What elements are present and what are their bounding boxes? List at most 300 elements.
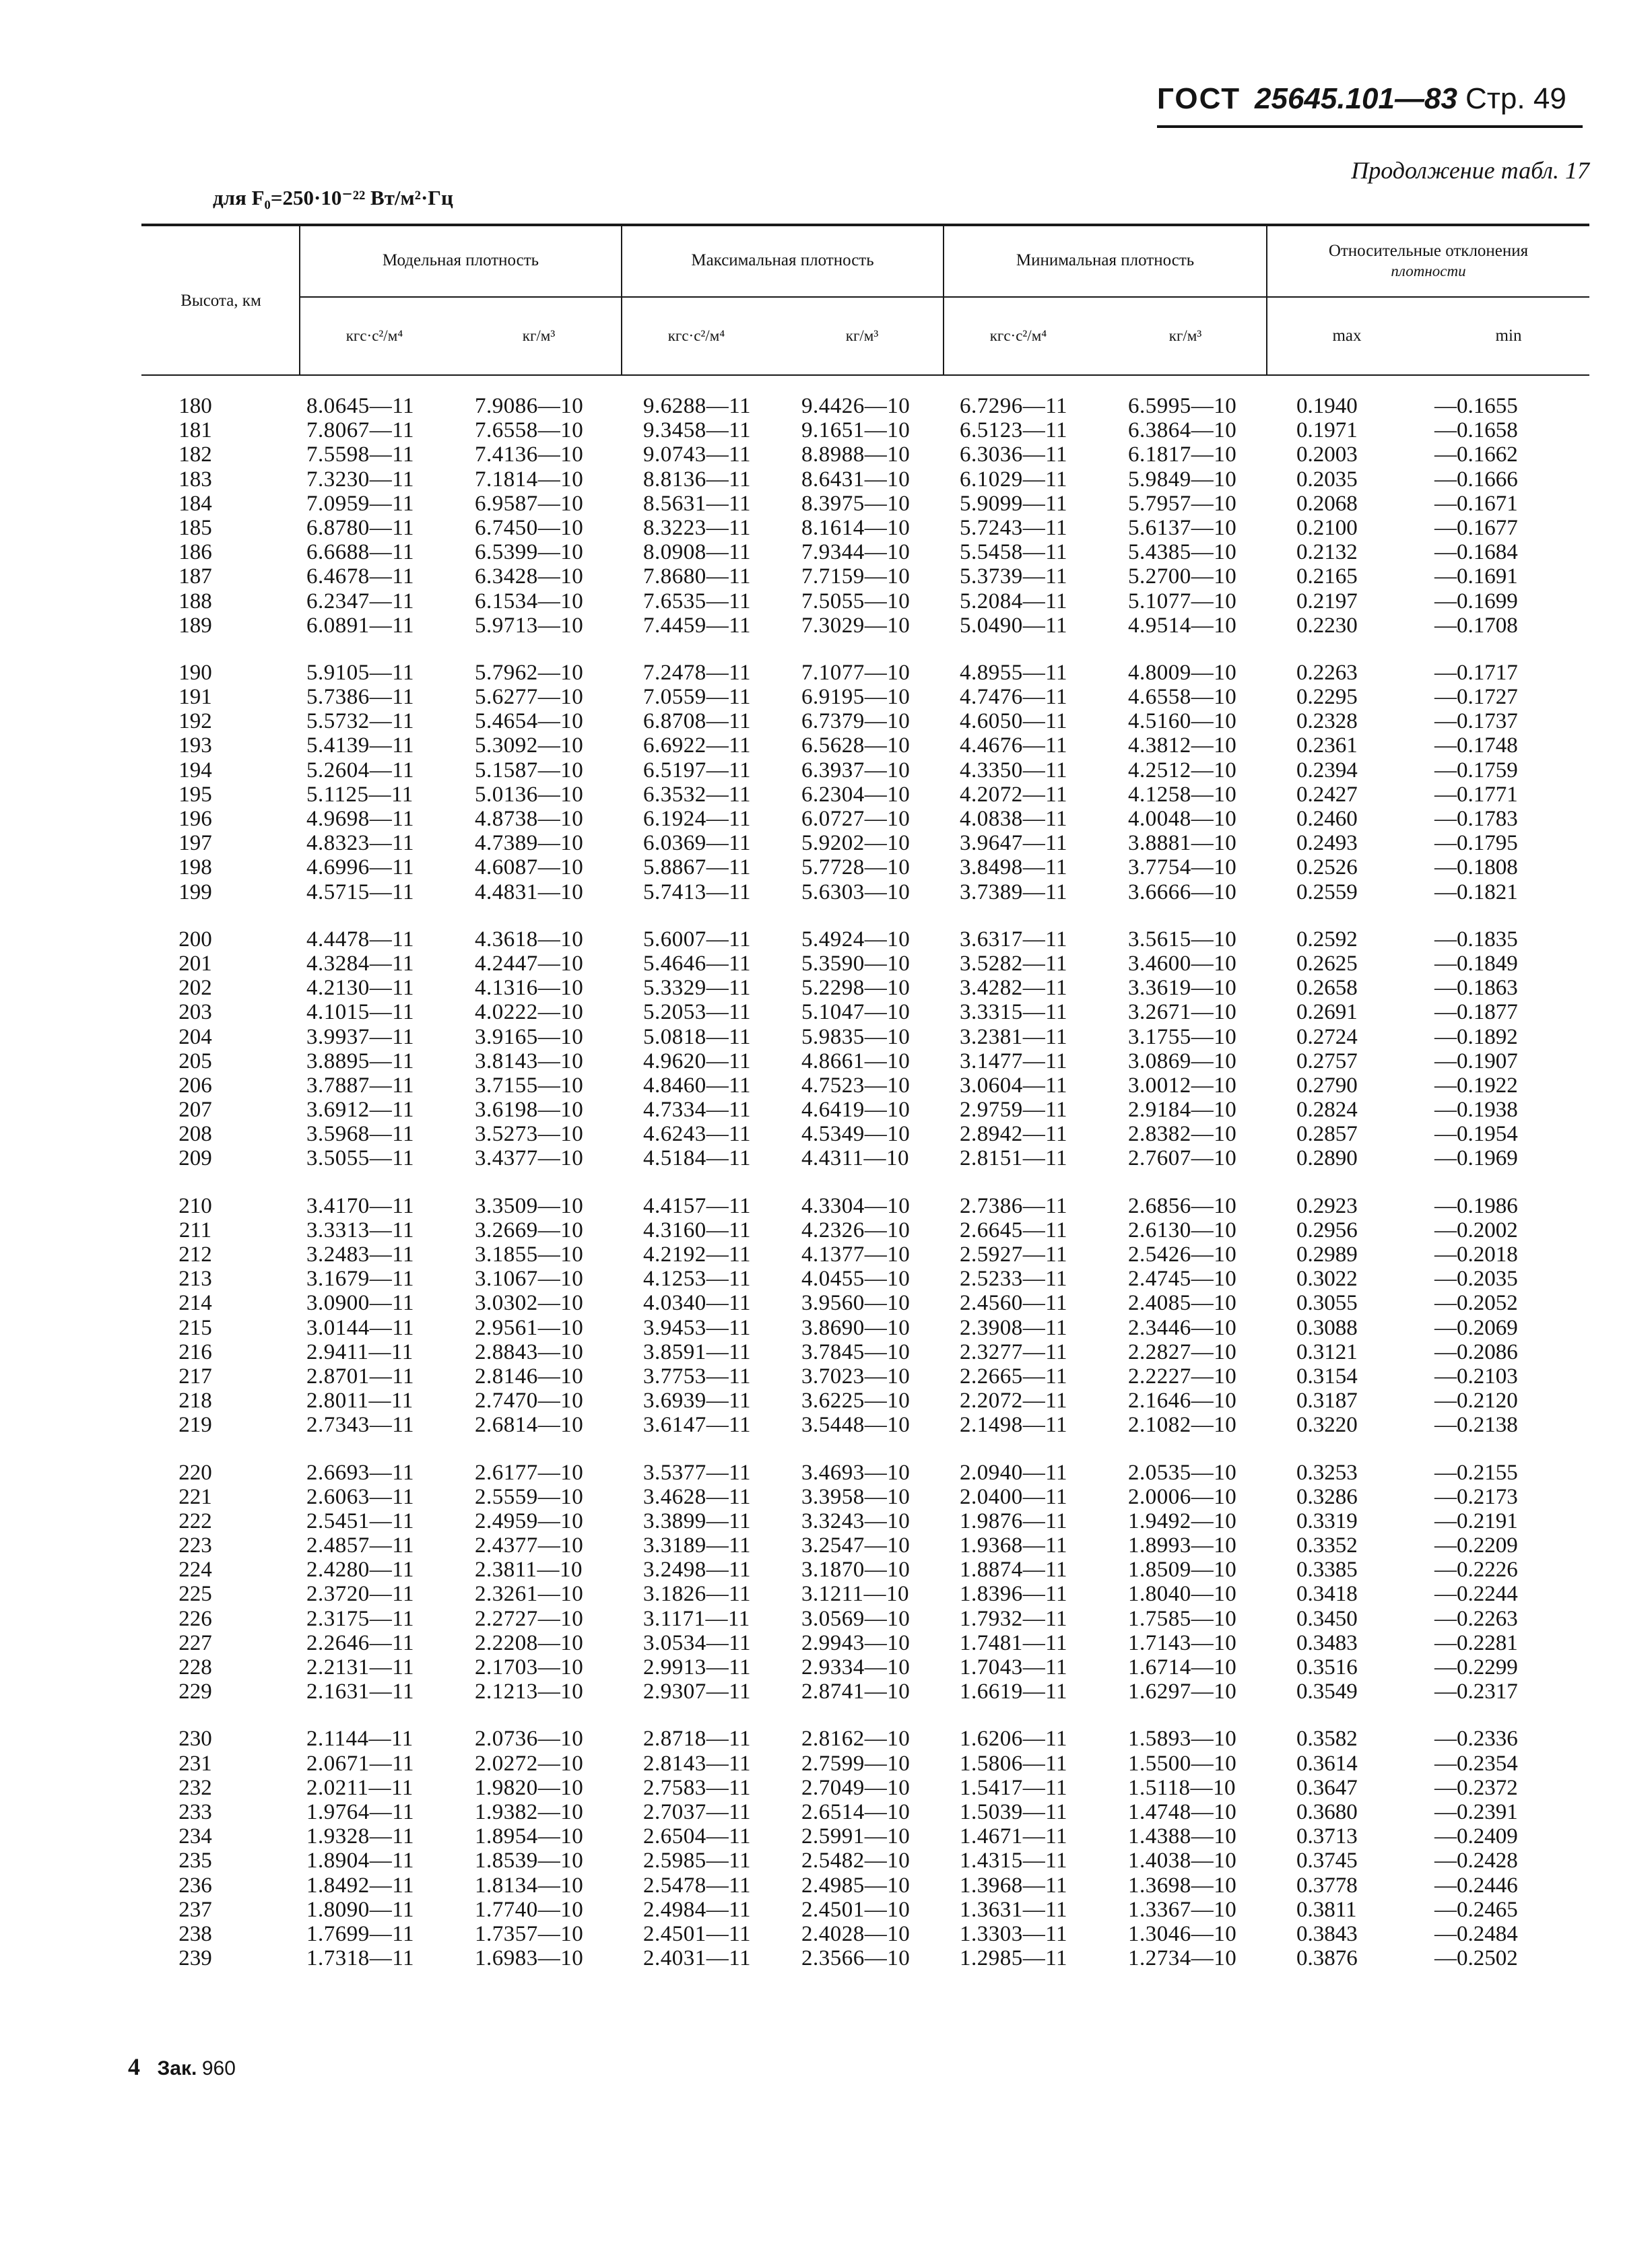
table-cell: 2.1631—11 — [306, 1679, 415, 1704]
group-gap — [1296, 1438, 1397, 1461]
unit-max-kg: кг/м³ — [845, 327, 879, 344]
table-cell: —0.2281 — [1434, 1630, 1518, 1655]
table-cell: 8.8136—11 — [643, 467, 752, 492]
table-cell: 2.8942—11 — [960, 1122, 1068, 1147]
table-cell: 2.6514—10 — [801, 1799, 911, 1824]
order-number: 960 — [201, 2057, 236, 2080]
table-cell: 8.0645—11 — [306, 394, 415, 418]
group-gap — [960, 1171, 1094, 1194]
table-cell: 3.1067—10 — [475, 1267, 584, 1292]
table-cell: 2.9561—10 — [475, 1315, 584, 1340]
table-cell: 8.8988—10 — [801, 442, 911, 467]
table-cell: 223 — [178, 1533, 212, 1558]
table-cell: 2.1498—11 — [960, 1413, 1068, 1438]
table-cell: 1.3367—10 — [1128, 1897, 1237, 1922]
header-bottom-rule — [141, 374, 1589, 376]
table-cell: 0.2035 — [1296, 467, 1358, 492]
table-cell: 7.3230—11 — [306, 467, 415, 492]
table-cell: 186 — [178, 540, 212, 565]
table-cell: 2.7599—10 — [801, 1751, 911, 1776]
table-cell: 4.8738—10 — [475, 807, 584, 831]
table-cell: 4.8323—11 — [306, 831, 415, 856]
table-cell: 3.1211—10 — [801, 1582, 910, 1607]
table-cell: 3.6939—11 — [643, 1389, 752, 1413]
table-cell: 4.4676—11 — [960, 733, 1068, 758]
table-cell: 183 — [178, 467, 212, 492]
table-cell: 200 — [178, 927, 212, 952]
table-cell: 3.9937—11 — [306, 1024, 415, 1049]
table-cell: 229 — [178, 1679, 212, 1704]
table-cell: 5.9835—10 — [801, 1024, 911, 1049]
table-cell: 4.4831—10 — [475, 879, 584, 904]
table-cell: 0.3483 — [1296, 1630, 1358, 1655]
table-cell: 218 — [178, 1389, 212, 1413]
table-cell: 225 — [178, 1582, 212, 1607]
group-gap — [643, 1704, 778, 1727]
group-gap — [475, 1171, 609, 1194]
table-cell: 1.4748—10 — [1128, 1799, 1237, 1824]
group-gap — [306, 904, 441, 927]
table-cell: 4.6558—10 — [1128, 685, 1237, 710]
group-gap — [801, 1171, 936, 1194]
table-cell: 3.2547—10 — [801, 1533, 911, 1558]
table-cell: 6.5995—10 — [1128, 394, 1237, 418]
table-cell: 2.0400—11 — [960, 1484, 1068, 1509]
table-cell: 1.6297—10 — [1128, 1679, 1237, 1704]
table-cell: 6.0727—10 — [801, 807, 911, 831]
table-cell: 1.9764—11 — [306, 1799, 415, 1824]
table-cell: 6.3428—10 — [475, 564, 584, 589]
table-cell: 4.0455—10 — [801, 1267, 911, 1292]
table-cell: 4.5160—10 — [1128, 709, 1237, 734]
table-cell: 0.3286 — [1296, 1484, 1358, 1509]
table-cell: 2.2208—10 — [475, 1630, 584, 1655]
table-cell: 0.2824 — [1296, 1098, 1358, 1123]
column-height — [155, 394, 236, 1970]
table-cell: 4.3284—11 — [306, 951, 415, 976]
subheader-min: min — [1495, 327, 1522, 345]
table-cell: 3.2669—10 — [475, 1218, 584, 1242]
table-cell: 3.7754—10 — [1128, 855, 1237, 880]
table-cell: 0.3352 — [1296, 1533, 1358, 1558]
table-cell: 3.4600—10 — [1128, 951, 1237, 976]
table-cell: 234 — [178, 1824, 212, 1849]
table-top-rule — [141, 224, 1589, 226]
table-cell: 4.1258—10 — [1128, 782, 1237, 807]
table-cell: 3.7389—11 — [960, 879, 1068, 904]
table-cell: 1.8904—11 — [306, 1849, 415, 1873]
table-cell: 0.3876 — [1296, 1946, 1358, 1971]
table-cell: 0.3647 — [1296, 1775, 1358, 1800]
standard-label: ГОСТ — [1157, 82, 1241, 115]
table-cell: 3.0012—10 — [1128, 1073, 1237, 1098]
table-cell: 7.4459—11 — [643, 613, 752, 638]
table-cell: 4.7523—10 — [801, 1073, 911, 1098]
table-cell: 3.6317—11 — [960, 927, 1068, 952]
table-cell: 4.2192—11 — [643, 1242, 752, 1267]
table-cell: —0.1662 — [1434, 442, 1518, 467]
table-cell: 197 — [178, 831, 212, 856]
table-cell: 9.3458—11 — [643, 418, 752, 443]
table-cell: 1.5118—10 — [1128, 1775, 1236, 1800]
table-cell: 0.3745 — [1296, 1849, 1358, 1873]
table-cell: —0.1877 — [1434, 1000, 1518, 1025]
divider-max — [943, 226, 944, 376]
table-cell: 209 — [178, 1146, 212, 1171]
table-cell: 3.5055—11 — [306, 1146, 415, 1171]
table-cell: 6.5197—11 — [643, 758, 752, 783]
table-cell: 0.3088 — [1296, 1315, 1358, 1340]
table-cell: —0.1748 — [1434, 733, 1518, 758]
table-cell: 5.8867—11 — [643, 855, 752, 880]
table-cell: 1.7318—11 — [306, 1946, 415, 1971]
table-cell: —0.1835 — [1434, 927, 1518, 952]
table-cell: 0.3582 — [1296, 1727, 1358, 1752]
table-cell: —0.2086 — [1434, 1339, 1518, 1364]
table-cell: 0.2068 — [1296, 491, 1358, 516]
table-cell: —0.1655 — [1434, 394, 1518, 418]
table-cell: 3.0302—10 — [475, 1291, 584, 1316]
table-cell: 3.4693—10 — [801, 1460, 911, 1485]
table-cell: 0.3022 — [1296, 1267, 1358, 1292]
group-gap — [475, 1704, 609, 1727]
table-cell: 2.1213—10 — [475, 1679, 584, 1704]
table-cell: 195 — [178, 782, 212, 807]
table-cell: 2.6814—10 — [475, 1413, 584, 1438]
table-cell: 0.2263 — [1296, 660, 1358, 685]
table-cell: 2.9759—11 — [960, 1098, 1068, 1123]
group-gap — [155, 1704, 236, 1727]
table-cell: 4.3350—11 — [960, 758, 1068, 783]
table-cell: 1.7481—11 — [960, 1630, 1068, 1655]
table-cell: 2.3261—10 — [475, 1582, 584, 1607]
table-cell: 0.2559 — [1296, 879, 1358, 904]
table-cell: 2.3175—11 — [306, 1606, 415, 1631]
table-cell: 7.6558—10 — [475, 418, 584, 443]
table-cell: 5.9849—10 — [1128, 467, 1237, 492]
table-cell: 0.2857 — [1296, 1122, 1358, 1147]
subheader-max: max — [1332, 327, 1362, 345]
table-cell: 3.5448—10 — [801, 1413, 911, 1438]
table-cell: 2.2227—10 — [1128, 1364, 1237, 1389]
divider-height — [299, 226, 300, 376]
group-gap — [1296, 1704, 1397, 1727]
table-cell: 6.0891—11 — [306, 613, 415, 638]
table-cell: 3.7155—10 — [475, 1073, 584, 1098]
table-cell: 3.3509—10 — [475, 1193, 584, 1218]
table-cell: 4.9514—10 — [1128, 613, 1237, 638]
table-cell: 9.6288—11 — [643, 394, 752, 418]
table-cell: 7.0959—11 — [306, 491, 415, 516]
table-cell: 4.2130—11 — [306, 976, 415, 1001]
group-gap — [306, 1171, 441, 1194]
table-cell: 204 — [178, 1024, 212, 1049]
table-cell: 220 — [178, 1460, 212, 1485]
table-cell: 5.6137—10 — [1128, 515, 1237, 540]
table-cell: 5.2700—10 — [1128, 564, 1237, 589]
table-cell: 4.4157—11 — [643, 1193, 752, 1218]
table-cell: 2.6130—10 — [1128, 1218, 1237, 1242]
table-cell: 4.4311—10 — [801, 1146, 910, 1171]
table-cell: 5.0136—10 — [475, 782, 584, 807]
table-cell: 1.8090—11 — [306, 1897, 415, 1922]
table-cell: 5.2298—10 — [801, 976, 911, 1001]
table-cell: 2.8741—10 — [801, 1679, 911, 1704]
header-max-density: Максимальная плотность — [691, 251, 874, 269]
group-gap — [306, 1704, 441, 1727]
table-cell: 2.3720—11 — [306, 1582, 415, 1607]
table-cell: 2.2072—11 — [960, 1389, 1068, 1413]
table-cell: 2.9913—11 — [643, 1655, 752, 1679]
table-cell: —0.2018 — [1434, 1242, 1518, 1267]
table-cell: 0.1971 — [1296, 418, 1358, 443]
table-cell: 1.4038—10 — [1128, 1849, 1237, 1873]
table-cell: 0.3319 — [1296, 1508, 1358, 1533]
table-cell: 0.2691 — [1296, 1000, 1358, 1025]
table-cell: 210 — [178, 1193, 212, 1218]
table-cell: 3.2381—11 — [960, 1024, 1068, 1049]
table-cell: 3.1870—10 — [801, 1558, 911, 1583]
table-cell: 227 — [178, 1630, 212, 1655]
table-cell: 232 — [178, 1775, 212, 1800]
group-gap — [1434, 904, 1535, 927]
table-cell: 201 — [178, 951, 212, 976]
table-cell: 3.2498—11 — [643, 1558, 752, 1583]
table-cell: 7.0559—11 — [643, 685, 752, 710]
table-cell: 2.0736—10 — [475, 1727, 584, 1752]
table-cell: 2.9411—11 — [306, 1339, 414, 1364]
group-gap — [1434, 1438, 1535, 1461]
table-cell: 3.8143—10 — [475, 1049, 584, 1073]
table-cell: 2.4031—11 — [643, 1946, 752, 1971]
table-cell: 2.5426—10 — [1128, 1242, 1237, 1267]
table-cell: 199 — [178, 879, 212, 904]
table-cell: 3.4377—10 — [475, 1146, 584, 1171]
table-cell: 4.1377—10 — [801, 1242, 911, 1267]
table-cell: 5.3739—11 — [960, 564, 1068, 589]
table-cell: 1.5893—10 — [1128, 1727, 1237, 1752]
table-cell: 6.5123—11 — [960, 418, 1068, 443]
table-cell: 6.5628—10 — [801, 733, 911, 758]
table-cell: 5.1047—10 — [801, 1000, 911, 1025]
header-rel-deviation: Относительные отклонения — [1328, 242, 1529, 260]
table-cell: 5.5732—11 — [306, 709, 415, 734]
table-cell: 2.5482—10 — [801, 1849, 911, 1873]
table-cell: 1.6983—10 — [475, 1946, 584, 1971]
table-cell: 6.2347—11 — [306, 589, 415, 613]
table-cell: 1.7043—11 — [960, 1655, 1068, 1679]
table-cell: —0.2502 — [1434, 1946, 1518, 1971]
table-cell: 3.3315—11 — [960, 1000, 1068, 1025]
table-cell: —0.2103 — [1434, 1364, 1518, 1389]
table-cell: —0.2336 — [1434, 1727, 1518, 1752]
table-cell: 0.2295 — [1296, 685, 1358, 710]
table-cell: —0.1666 — [1434, 467, 1518, 492]
table-cell: 5.7962—10 — [475, 660, 584, 685]
table-cell: 6.6688—11 — [306, 540, 415, 565]
group-gap — [1296, 904, 1397, 927]
table-cell: —0.2002 — [1434, 1218, 1518, 1242]
sheet-number: 4 — [128, 2053, 140, 2080]
table-cell: 203 — [178, 1000, 212, 1025]
table-cell: 0.2989 — [1296, 1242, 1358, 1267]
table-cell: 7.8067—11 — [306, 418, 415, 443]
table-cell: 3.1826—11 — [643, 1582, 752, 1607]
table-cell: 0.3843 — [1296, 1921, 1358, 1946]
table-cell: —0.1737 — [1434, 709, 1518, 734]
table-cell: 9.0743—11 — [643, 442, 752, 467]
table-cell: 3.2483—11 — [306, 1242, 415, 1267]
table-cell: 4.8661—10 — [801, 1049, 911, 1073]
table-cell: 4.8009—10 — [1128, 660, 1237, 685]
table-cell: 6.9587—10 — [475, 491, 584, 516]
table-cell: 2.5559—10 — [475, 1484, 584, 1509]
table-cell: 0.1940 — [1296, 394, 1358, 418]
column-min-kg — [1128, 394, 1263, 1970]
table-cell: 6.7296—11 — [960, 394, 1068, 418]
table-cell: 4.6050—11 — [960, 709, 1068, 734]
table-cell: 3.1855—10 — [475, 1242, 584, 1267]
table-cell: 0.2923 — [1296, 1193, 1358, 1218]
table-cell: 2.8011—11 — [306, 1389, 414, 1413]
table-cell: 3.8895—11 — [306, 1049, 415, 1073]
table-cell: 228 — [178, 1655, 212, 1679]
table-cell: 6.1924—11 — [643, 807, 752, 831]
table-cell: 3.8690—10 — [801, 1315, 911, 1340]
table-cell: 2.4280—11 — [306, 1558, 415, 1583]
table-cell: 2.2727—10 — [475, 1606, 584, 1631]
table-cell: 3.1679—11 — [306, 1267, 415, 1292]
group-gap — [1434, 638, 1535, 661]
table-cell: 0.2361 — [1296, 733, 1358, 758]
table-cell: 1.9368—11 — [960, 1533, 1068, 1558]
table-cell: —0.1892 — [1434, 1024, 1518, 1049]
table-cell: 6.3532—11 — [643, 782, 752, 807]
table-cell: 2.7343—11 — [306, 1413, 415, 1438]
table-cell: 3.6147—11 — [643, 1413, 752, 1438]
table-cell: 5.9105—11 — [306, 660, 415, 685]
table-cell: 2.7037—11 — [643, 1799, 752, 1824]
table-cell: 0.3418 — [1296, 1582, 1358, 1607]
table-cell: 5.6303—10 — [801, 879, 911, 904]
table-cell: —0.2155 — [1434, 1460, 1518, 1485]
table-cell: 198 — [178, 855, 212, 880]
table-cell: 6.9195—10 — [801, 685, 911, 710]
table-cell: 1.5417—11 — [960, 1775, 1068, 1800]
table-cell: 7.5598—11 — [306, 442, 415, 467]
table-cell: 4.8955—11 — [960, 660, 1068, 685]
table-cell: 0.3220 — [1296, 1413, 1358, 1438]
table-cell: 5.0818—11 — [643, 1024, 752, 1049]
group-gap — [155, 1438, 236, 1461]
table-cell: 2.8701—11 — [306, 1364, 415, 1389]
table-cell: 3.3619—10 — [1128, 976, 1237, 1001]
column-rel-max — [1296, 394, 1397, 1970]
table-cell: 6.1817—10 — [1128, 442, 1237, 467]
table-cell: 2.4745—10 — [1128, 1267, 1237, 1292]
unit-model-kgs: кгс·с²/м⁴ — [345, 327, 403, 344]
table-cell: 1.5039—11 — [960, 1799, 1068, 1824]
table-cell: —0.1849 — [1434, 951, 1518, 976]
table-cell: 3.9165—10 — [475, 1024, 584, 1049]
table-cell: 5.6277—10 — [475, 685, 584, 710]
table-cell: 5.9202—10 — [801, 831, 911, 856]
table-cell: 5.2084—11 — [960, 589, 1068, 613]
order-label: Зак. — [157, 2057, 197, 2080]
table-cell: 2.6063—11 — [306, 1484, 415, 1509]
table-cell: 6.8780—11 — [306, 515, 415, 540]
group-gap — [801, 904, 936, 927]
table-cell: 5.4654—10 — [475, 709, 584, 734]
table-cell: —0.2428 — [1434, 1849, 1518, 1873]
table-cell: 0.2526 — [1296, 855, 1358, 880]
table-cell: 4.7389—10 — [475, 831, 584, 856]
table-cell: 3.9453—11 — [643, 1315, 752, 1340]
table-cell: —0.1677 — [1434, 515, 1518, 540]
table-cell: 2.1144—11 — [306, 1727, 414, 1752]
table-cell: 2.9307—11 — [643, 1679, 752, 1704]
group-gap — [960, 1438, 1094, 1461]
table-cell: —0.1954 — [1434, 1122, 1518, 1147]
table-cell: 4.9620—11 — [643, 1049, 752, 1073]
table-cell: 2.4501—10 — [801, 1897, 911, 1922]
table-cell: 3.0869—10 — [1128, 1049, 1237, 1073]
table-cell: —0.1671 — [1434, 491, 1518, 516]
table-cell: 184 — [178, 491, 212, 516]
table-cell: 207 — [178, 1098, 212, 1123]
table-cell: —0.2069 — [1434, 1315, 1518, 1340]
table-cell: 212 — [178, 1242, 212, 1267]
table-cell: 4.1253—11 — [643, 1267, 752, 1292]
table-cell: 0.3713 — [1296, 1824, 1358, 1849]
table-cell: 2.4985—10 — [801, 1873, 911, 1898]
group-gap — [960, 1704, 1094, 1727]
group-gap — [1296, 638, 1397, 661]
table-cell: 5.3329—11 — [643, 976, 752, 1001]
table-cell: 3.6198—10 — [475, 1098, 584, 1123]
table-cell: 191 — [178, 685, 212, 710]
table-cell: 1.8954—10 — [475, 1824, 584, 1849]
table-cell: 4.2326—10 — [801, 1218, 911, 1242]
table-cell: 2.6504—11 — [643, 1824, 752, 1849]
table-cell: 233 — [178, 1799, 212, 1824]
table-cell: 6.7450—10 — [475, 515, 584, 540]
table-cell: 4.8460—11 — [643, 1073, 752, 1098]
table-cell: 1.8040—10 — [1128, 1582, 1237, 1607]
table-cell: 0.2592 — [1296, 927, 1358, 952]
table-cell: 205 — [178, 1049, 212, 1073]
table-cell: 2.4857—11 — [306, 1533, 415, 1558]
header-min-density: Минимальная плотность — [1016, 251, 1195, 269]
table-cell: —0.2052 — [1434, 1291, 1518, 1316]
table-cell: 188 — [178, 589, 212, 613]
table-cell: 190 — [178, 660, 212, 685]
table-cell: 6.3036—11 — [960, 442, 1068, 467]
table-cell: 9.4426—10 — [801, 394, 911, 418]
table-cell: 1.9382—10 — [475, 1799, 584, 1824]
table-cell: —0.1684 — [1434, 540, 1518, 565]
table-cell: 2.9943—10 — [801, 1630, 911, 1655]
table-cell: 0.2658 — [1296, 976, 1358, 1001]
table-cell: 3.0900—11 — [306, 1291, 415, 1316]
table-cell: 2.8146—10 — [475, 1364, 584, 1389]
subheader-rule — [299, 296, 1589, 298]
group-gap — [306, 1438, 441, 1461]
header-rule — [1157, 125, 1583, 128]
column-max-kg — [801, 394, 936, 1970]
table-cell: 3.6666—10 — [1128, 879, 1237, 904]
table-cell: —0.2138 — [1434, 1413, 1518, 1438]
